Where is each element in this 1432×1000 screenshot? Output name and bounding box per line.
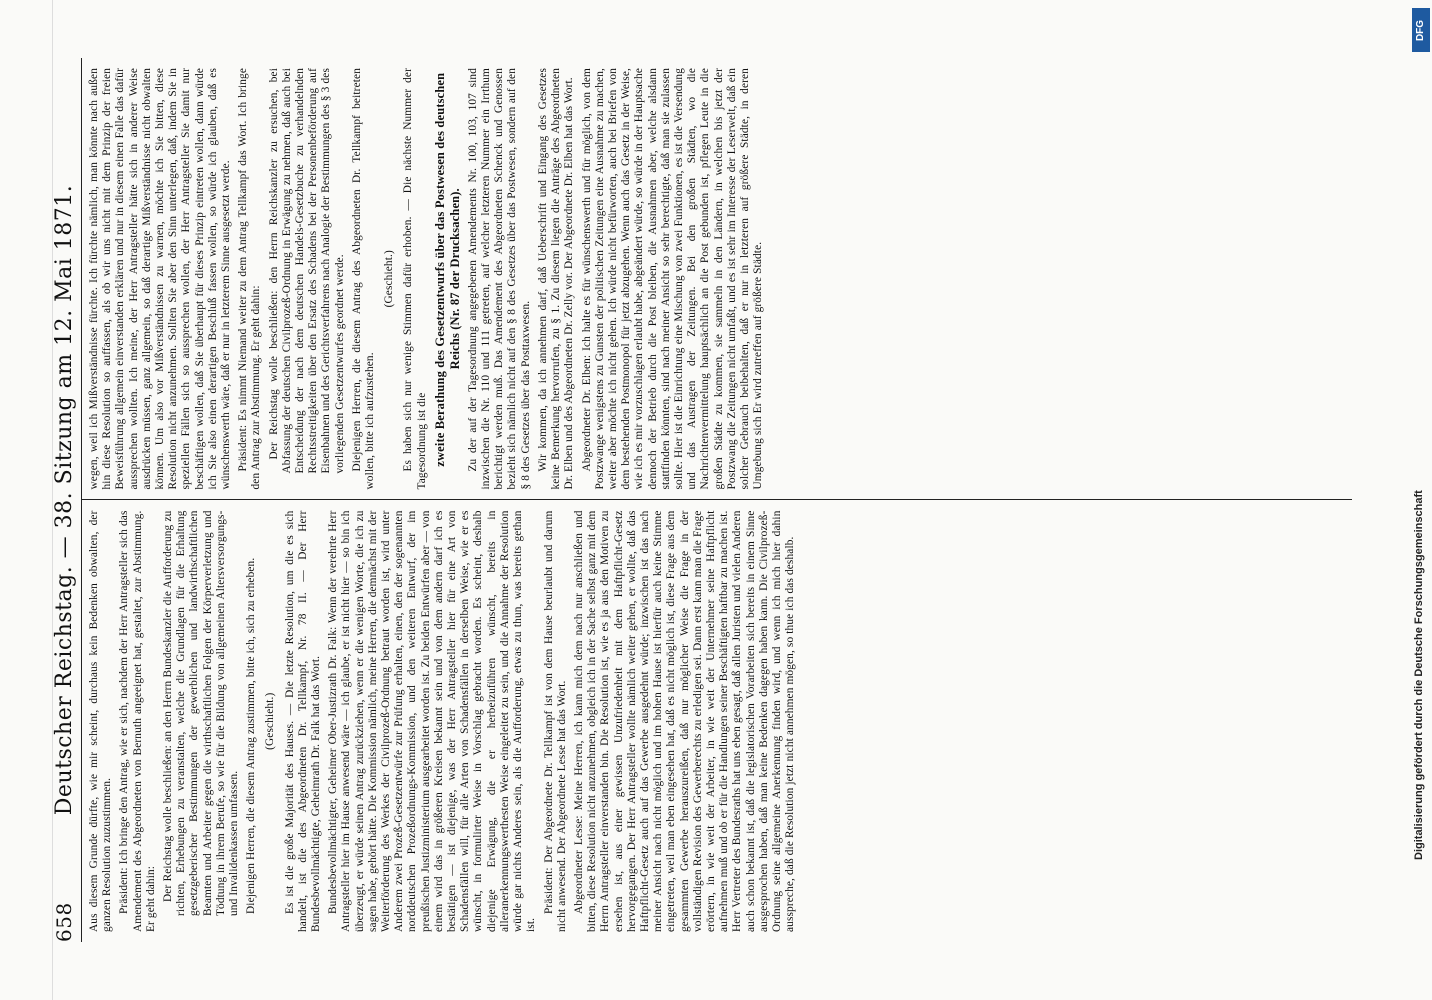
paragraph: Bundesbevollmächtigter, Geheimer Ober-Justizrath Dr. Falk: Wenn der verehrte Herr Antragsteller hier im Hause anwesend wäre — ich glaube, er ist nicht hier — so bin ich überzeugt, er würde seinen Antrag zurückziehen, wenn er die wenigen Worte, die ich zu sagen habe, gehört hätte. Die Kommission nämlich, meine Herren, die demnächst mit der Weiterförderung des Werkes der Civilprozeß-Ordnung betraut worden ist, wird unter Anderem zwei Prozeß-Gesetzentwürfe zur Prüfung erhalten, einen, den der sogenannten norddeutschen Prozeßordnungs-Kommission, und den weiteren Entwurf, der im preußischen Justizministerium ausgearbeitet worden ist. Zu beiden Entwürfen aber — von einem wird das in größeren Kreisen bekannt sein und von dem andern darf ich es bestätigen — ist diejenige, was der Herr Antragsteller hier für eine Art von Schadensfällen will, für alle Arten von Schadensfällen in derselben Weise, wie er es wünscht, in formulirter Weise in Vorschlag gebracht worden. Es scheint, deshalb diejenige Erwägung, die er herbeizuführen wünscht, bereits in alleranerkennungswerthesten Weise eingeleitet zu sein, und die Annahme der Resolution würde gar nichts Anderes sein, als die Aufforderung, etwas zu thun, was bereits gethan ist. (327, 510, 538, 932)
paragraph: Aus diesem Grunde dürfte, wie mir scheint, durchaus kein Bedenken obwalten, der ganzen Resolution zuzustimmen. (88, 510, 114, 932)
paragraph: Diejenigen Herren, die diesem Antrag zustimmen, bitte ich, sich zu erheben. (245, 557, 258, 914)
paragraph: Es ist die große Majorität des Hauses. — Die letzte Resolution, um die es sich handelt, ist die des Abgeordneten Dr. Tellkampf, Nr. 78 II. — Der Herr Bundesbevollmächtigte, Geheimrath Dr. Falk hat das Wort. (283, 510, 323, 932)
dfg-logo-text: DFG (1415, 19, 1427, 41)
left-column (82, 501, 1352, 943)
motion-quote: Der Reichstag wolle beschließen: den Herrn Reichskanzler zu ersuchen, bei Abfassung der deutschen Civilprozeß-Ordnung in Erwägung zu nehmen, daß auch bei Entscheidung der nach dem deutschen Handels-Gesetzbuche zu verhandelnden Rechtsstreitigkeiten über den Ersatz des Schadens bei der Personenbeförderung auf Eisenbahnen und des Gerichtsverfahrens nach Analogie der Bestimmungen des § 3 des vorliegenden Gesetzentwurfes geordnet werde. (267, 68, 346, 474)
paragraph: Abgeordneter Dr. Elben: Ich halte es für wünschenswerth und für möglich, von dem Postzwange wenigstens zu Gunsten der politischen Zeitungen eine Ausnahme zu machen, weiter aber möchte ich nicht gehen. Ich würde nicht befürworten, auch bei Briefen von dem bestehenden Postmonopol für jetzt abzugehen. Wenn auch das Gesetz in der Weise, wie ich es mir vorzuschlagen erlaubt habe, abgeändert würde, so würde in der Hauptsache dennoch der Betrieb durch die Post bleiben, die Ausnahmen aber, welche alsdann stattfinden könnten, sind nach meiner Ansicht so sehr berechtigte, daß man sie zulassen sollte. Hier ist die Einrichtung eine Mischung von zwei Funktionen, es ist die Versendung und das Austragen der Zeitungen. Bei den großen Städten, wo die Nachrichtenvermittelung hauptsächlich an die Post gebunden ist, pflegen Leute in die großen Städte zu kommen, sie sammeln in den Ländern, in welchen bis jetzt der Postzwang die Zeitungen nicht umfaßt, und es ist sehr im Interesse der Leserwelt, daß ein solcher Gebrauch beibehalten, daß er nur in letzteren auf größere Städte, in deren Umgebung sich Er wird zutreffen auf größere Städte. (580, 68, 765, 490)
paragraph: Es haben sich nur wenige Stimmen dafür erhoben. — Die nächste Nummer der Tagesordnung ist die (402, 68, 428, 490)
motion-quote: Der Reichstag wolle beschließen: an den Herrn Bundeskanzler die Aufforderung zu richten, Erhebungen zu veranstalten, welche die Grundlagen für die Erhaltung gesetzgeberischer Bestimmungen der gewerblichen und landwirthschaftlichen Beamten und Arbeiter gegen die wirthschaftlichen Folgen der Körperverletzung und Tödtung in ihrem Berufe, so wie für die Bildung von allgemeinen Altersversorgungs- und Invalidenkassen umfassen. (162, 510, 241, 916)
paragraph: Präsident: Der Abgeordnete Dr. Tellkampf ist von dem Hause beurlaubt und darum nicht anwesend. Der Abgeordnete Lesse hat das Wort. (542, 510, 568, 932)
text-columns (82, 58, 1352, 942)
paragraph: Diejenigen Herren, die diesem Antrag des Abgeordneten Dr. Tellkampf beitreten wollen, bitte ich aufzustehen. (350, 68, 377, 490)
paragraph: Präsident: Ich bringe den Antrag, wie er sich, nachdem der Herr Antragsteller sich das Amendement des Abgeordneten von Bernuth angeeignet hat, gestaltet, zur Abstimmung. Er geht dahin: (118, 510, 157, 932)
rotated-document-page (46, 30, 1386, 970)
funding-note: Digitalisierung gefördert durch die Deutsche Forschungsgemeinschaft (1413, 490, 1425, 860)
paragraph: Abgeordneter Lesse: Meine Herren, ich kann mich dem nach nur anschließen und bitten, diese Resolution nicht anzunehmen, obgleich ich in der Sache selbst ganz mit dem Herrn Antragsteller einverstanden bin. Die Resolution ist, wie es ja aus den Motiven zu ersehen ist, aus einer gewissen Unzufriedenheit mit dem Haftpflicht-Gesetz hervorgegangen. Der Herr Antragsteller wollte nämlich weiter gehen, er wollte, daß das Haftpflicht-Gesetz auch auf das Gewerbe ausgedehnt würde; inzwischen ist das nach meiner Ansicht nach nicht möglich und im hohen Hause ist hierfür auch keine Stimme eingetreten, weil man eben eingesehen hat, daß es nicht möglich ist, diese Frage aus dem gesammten Gewerbe herauszureißen, daß nur möglicher Weise die Frage in der vollständigen Revision des Gewerberechts zu erledigen sei. Dann erst kann man die Frage erörtern, in wie weit der Arbeiter, in wie weit der Unternehmer seine Haftpflicht aufnehmen muß und ob er für die Handlungen seiner Beschäftigten haftbar zu machen ist. Herr Vertreter des Bundesraths hat uns eben gesagt, daß allen Juristen und vielen Anderen auch schon bekannt ist, daß die legislatorischen Vorarbeiten sich bereits in einem Sinne ausgesprochen haben, daß man keine Bedenken dagegen haben kann. Die Civilprozeß-Ordnung seine allgemeine Anerkennung finden wird, und wenn ich mich hier dahin ausspreche, daß die Resolution jetzt nicht annehmen mögen, so thue ich das deshalb. (572, 510, 797, 932)
page-number: 658 (52, 902, 76, 942)
paragraph: Wir kommen, da ich annehmen darf, daß Ueberschrift und Eingang des Gesetzes keine Bemerkung hervorrufen, zu § 1. Zu diesem liegen die Anträge des Abgeordneten Dr. Elben und des Abgeordneten Dr. Zelly vor. Der Abgeordnete Dr. Elben hat das Wort. (536, 68, 576, 490)
page-header (52, 58, 82, 942)
running-title: Deutscher Reichstag. — 38. Sitzung am 12. Mai 1871. (52, 184, 77, 816)
stage-direction: (Geschieht.) (264, 692, 277, 750)
paragraph: wegen, weil ich Mißverständnisse fürchte. Ich fürchte nämlich, man könnte nach außen hin diese Resolution so auffassen, als ob wir uns nicht mit dem Prinzip der freien Beweisführung allgemein einverstanden erklären und nur in diesem einen Falle das dafür aussprechen wollten. Ich meine, der Herr Antragsteller hätte sich in anderer Weise ausdrücken müssen, ganz allgemein, so daß derartige Mißverständnisse nicht obwalten können. Um also vor Mißverständnissen zu warnen, möchte ich Sie bitten, diese Resolution nicht anzunehmen. Sollten Sie aber den Sinn unterlegen, daß, indem Sie in speziellen Fällen sich so aussprechen wollen, der Herr Antragsteller Sie damit nur beschäftigen wollen, daß Sie überhaupt für dieses Prinzip eintreten wollen, dann würde ich Sie also einen derartigen Beschluß fassen wollen, so würde ich glauben, daß es wünschenswerth wäre, daß er nur in letzterem Sinne ausgesetzt werde. (88, 68, 233, 490)
paragraph: Zu der auf der Tagesordnung angegebenen Amendements Nr. 100, 103, 107 sind inzwischen die Nr. 110 und 111 getreten, auf welcher letzteren Nummer ein Irrthum berichtigt werden muß. Das Amendement des Abgeordneten Schenck und Genossen bezieht sich nämlich nicht auf den § 8 des Gesetzes über das Postwesen, sondern auf den § 8 des Gesetzes über das Posttaxwesen. (466, 68, 532, 490)
right-column (82, 58, 1352, 501)
stage-direction: (Geschieht.) (383, 250, 396, 308)
paragraph: Präsident: Es nimmt Niemand weiter zu dem Antrag Tellkampf das Wort. Ich bringe den Antrag zur Abstimmung. Er geht dahin: (237, 68, 263, 490)
section-heading: zweite Berathung des Gesetzentwurfs über das Postwesen des deutschen Reichs (Nr. 87 der Drucksachen). (432, 72, 462, 467)
